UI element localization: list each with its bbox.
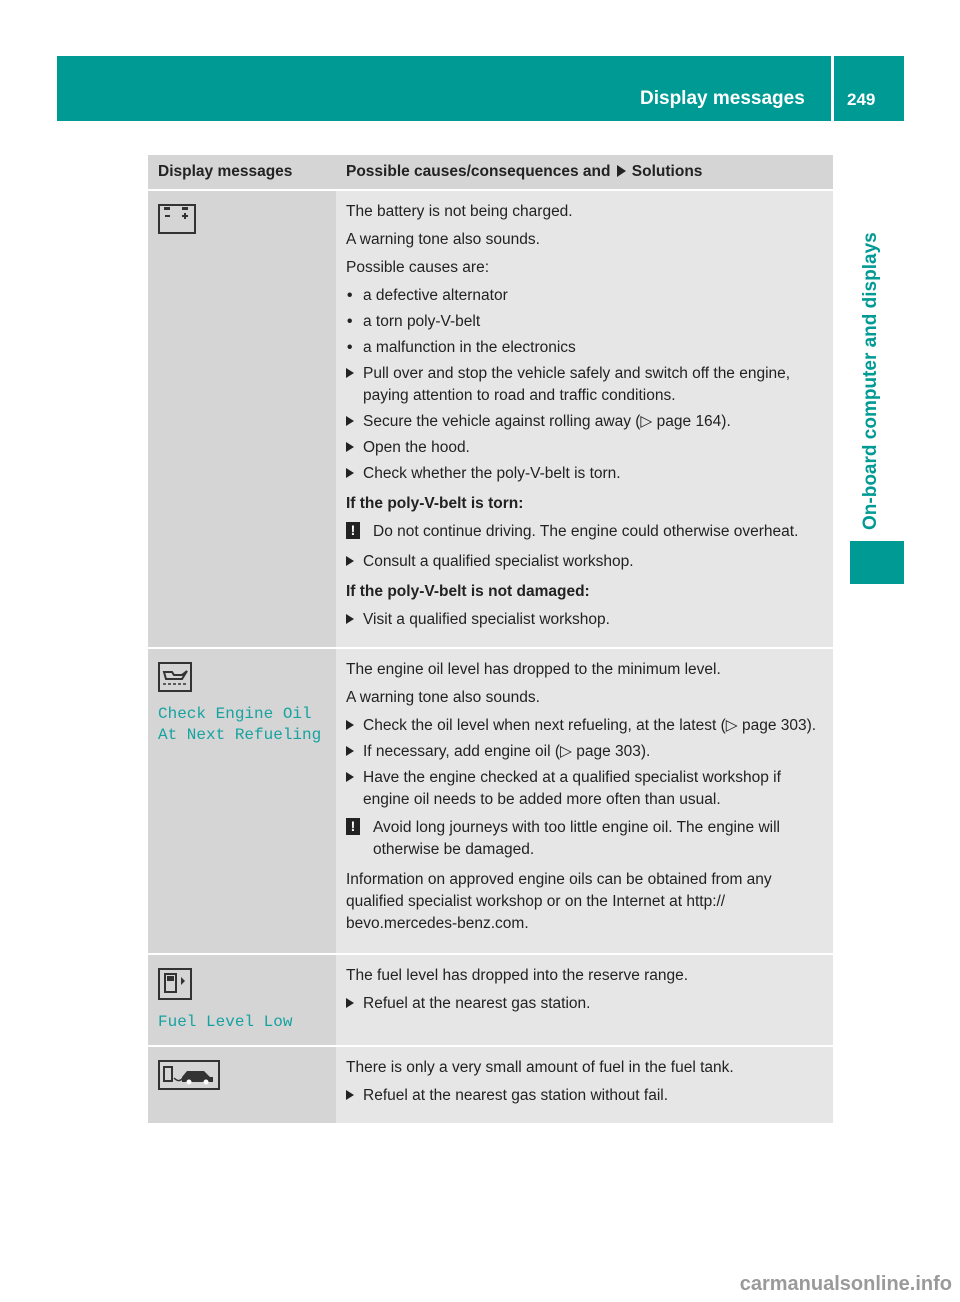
action-item bbox=[346, 993, 823, 1015]
display-cell bbox=[148, 954, 336, 1046]
arrow-right-icon bbox=[346, 442, 354, 452]
display-message-text: Fuel Level Low bbox=[158, 1013, 293, 1031]
action-item bbox=[346, 715, 823, 737]
action-text: Secure the vehicle against rolling away (▷ page 164). bbox=[363, 413, 731, 430]
col2-header-a: Possible causes/consequences and bbox=[346, 163, 611, 180]
side-label: On-board computer and displays bbox=[860, 232, 881, 530]
arrow-right-icon bbox=[346, 556, 354, 566]
subheading: If the poly-V-belt is torn: bbox=[346, 495, 524, 512]
battery-icon bbox=[158, 204, 196, 234]
warning-text: Do not continue driving. The engine could otherwise overheat. bbox=[373, 523, 799, 540]
arrow-right-icon bbox=[346, 1090, 354, 1100]
warning-text: Avoid long journeys with too little engine oil. The engine will otherwise be damaged. bbox=[373, 819, 780, 858]
bullet-item: • a malfunction in the electronics bbox=[346, 337, 823, 359]
solutions-cell bbox=[336, 190, 833, 648]
arrow-right-icon bbox=[346, 468, 354, 478]
action-text: Consult a qualified specialist workshop. bbox=[363, 553, 634, 570]
table-row bbox=[148, 1046, 833, 1124]
text-line: A warning tone also sounds. bbox=[346, 689, 540, 706]
watermark: carmanualsonline.info bbox=[739, 1273, 952, 1295]
col1-header: Display messages bbox=[148, 155, 336, 190]
action-text: Visit a qualified specialist workshop. bbox=[363, 611, 610, 628]
col2-header bbox=[336, 155, 833, 190]
text-line: A warning tone also sounds. bbox=[346, 231, 540, 248]
action-text: Refuel at the nearest gas station without fail. bbox=[363, 1086, 669, 1104]
action-text: Check whether the poly-V-belt is torn. bbox=[363, 465, 621, 482]
arrow-right-icon bbox=[346, 772, 354, 782]
display-messages-table bbox=[148, 155, 833, 1125]
arrow-right-icon bbox=[346, 998, 354, 1008]
action-item bbox=[346, 411, 823, 433]
arrow-right-icon bbox=[346, 746, 354, 756]
display-message-text: Check Engine Oil At Next Refueling bbox=[158, 705, 322, 744]
side-block bbox=[850, 541, 904, 584]
text-line: The fuel level has dropped into the reserve range. bbox=[346, 967, 689, 984]
text-line: The engine oil level has dropped to the minimum level. bbox=[346, 661, 721, 678]
text-line: Information on approved engine oils can be obtained from any qualified specialist workshop or on the Internet at http:// bevo.mercedes-benz.com. bbox=[346, 871, 772, 932]
action-item bbox=[346, 741, 823, 763]
oil-can-icon bbox=[158, 662, 192, 692]
text-line: There is only a very small amount of fuel in the fuel tank. bbox=[346, 1058, 734, 1076]
arrow-right-icon bbox=[617, 165, 626, 177]
action-text: Check the oil level when next refueling, at the latest (▷ page 303). bbox=[363, 717, 817, 734]
action-item bbox=[346, 363, 823, 407]
table-header-row bbox=[148, 155, 833, 190]
header-bar bbox=[57, 56, 904, 121]
action-text: Open the hood. bbox=[363, 439, 470, 456]
display-cell bbox=[148, 648, 336, 954]
action-item bbox=[346, 437, 823, 459]
table-row bbox=[148, 648, 833, 954]
solutions-cell bbox=[336, 1046, 833, 1124]
action-item bbox=[346, 551, 823, 573]
arrow-right-icon bbox=[346, 368, 354, 378]
bullet-item: • a torn poly-V-belt bbox=[346, 311, 823, 333]
warning-item bbox=[346, 817, 823, 861]
warning-icon: ! bbox=[346, 522, 360, 539]
fuel-car-icon bbox=[158, 1060, 220, 1090]
action-text: Pull over and stop the vehicle safely and switch off the engine, paying attention to road and traffic conditions. bbox=[363, 365, 791, 404]
text-line: The battery is not being charged. bbox=[346, 203, 573, 220]
action-item bbox=[346, 1085, 823, 1107]
arrow-right-icon bbox=[346, 614, 354, 624]
display-cell bbox=[148, 1046, 336, 1124]
action-text: Refuel at the nearest gas station. bbox=[363, 995, 591, 1012]
warning-item bbox=[346, 521, 823, 543]
action-text: Have the engine checked at a qualified specialist workshop if engine oil needs to be added more often than usual. bbox=[363, 769, 781, 808]
action-item bbox=[346, 609, 823, 631]
table-row bbox=[148, 190, 833, 648]
bullet-item: • a defective alternator bbox=[346, 285, 823, 307]
arrow-right-icon bbox=[346, 416, 354, 426]
table-row bbox=[148, 954, 833, 1046]
header-separator bbox=[831, 56, 834, 121]
page-number: 249 bbox=[847, 90, 876, 109]
text-line: Possible causes are: bbox=[346, 259, 490, 276]
header-title: Display messages bbox=[640, 88, 805, 109]
action-item bbox=[346, 463, 823, 485]
subheading: If the poly-V-belt is not damaged: bbox=[346, 583, 590, 600]
col2-header-b: Solutions bbox=[631, 163, 703, 180]
arrow-right-icon bbox=[346, 720, 354, 730]
solutions-cell bbox=[336, 648, 833, 954]
display-cell bbox=[148, 190, 336, 648]
solutions-cell bbox=[336, 954, 833, 1046]
fuel-pump-icon bbox=[158, 968, 192, 1000]
action-text: If necessary, add engine oil (▷ page 303). bbox=[363, 743, 651, 760]
warning-icon: ! bbox=[346, 818, 360, 835]
action-item bbox=[346, 767, 823, 811]
